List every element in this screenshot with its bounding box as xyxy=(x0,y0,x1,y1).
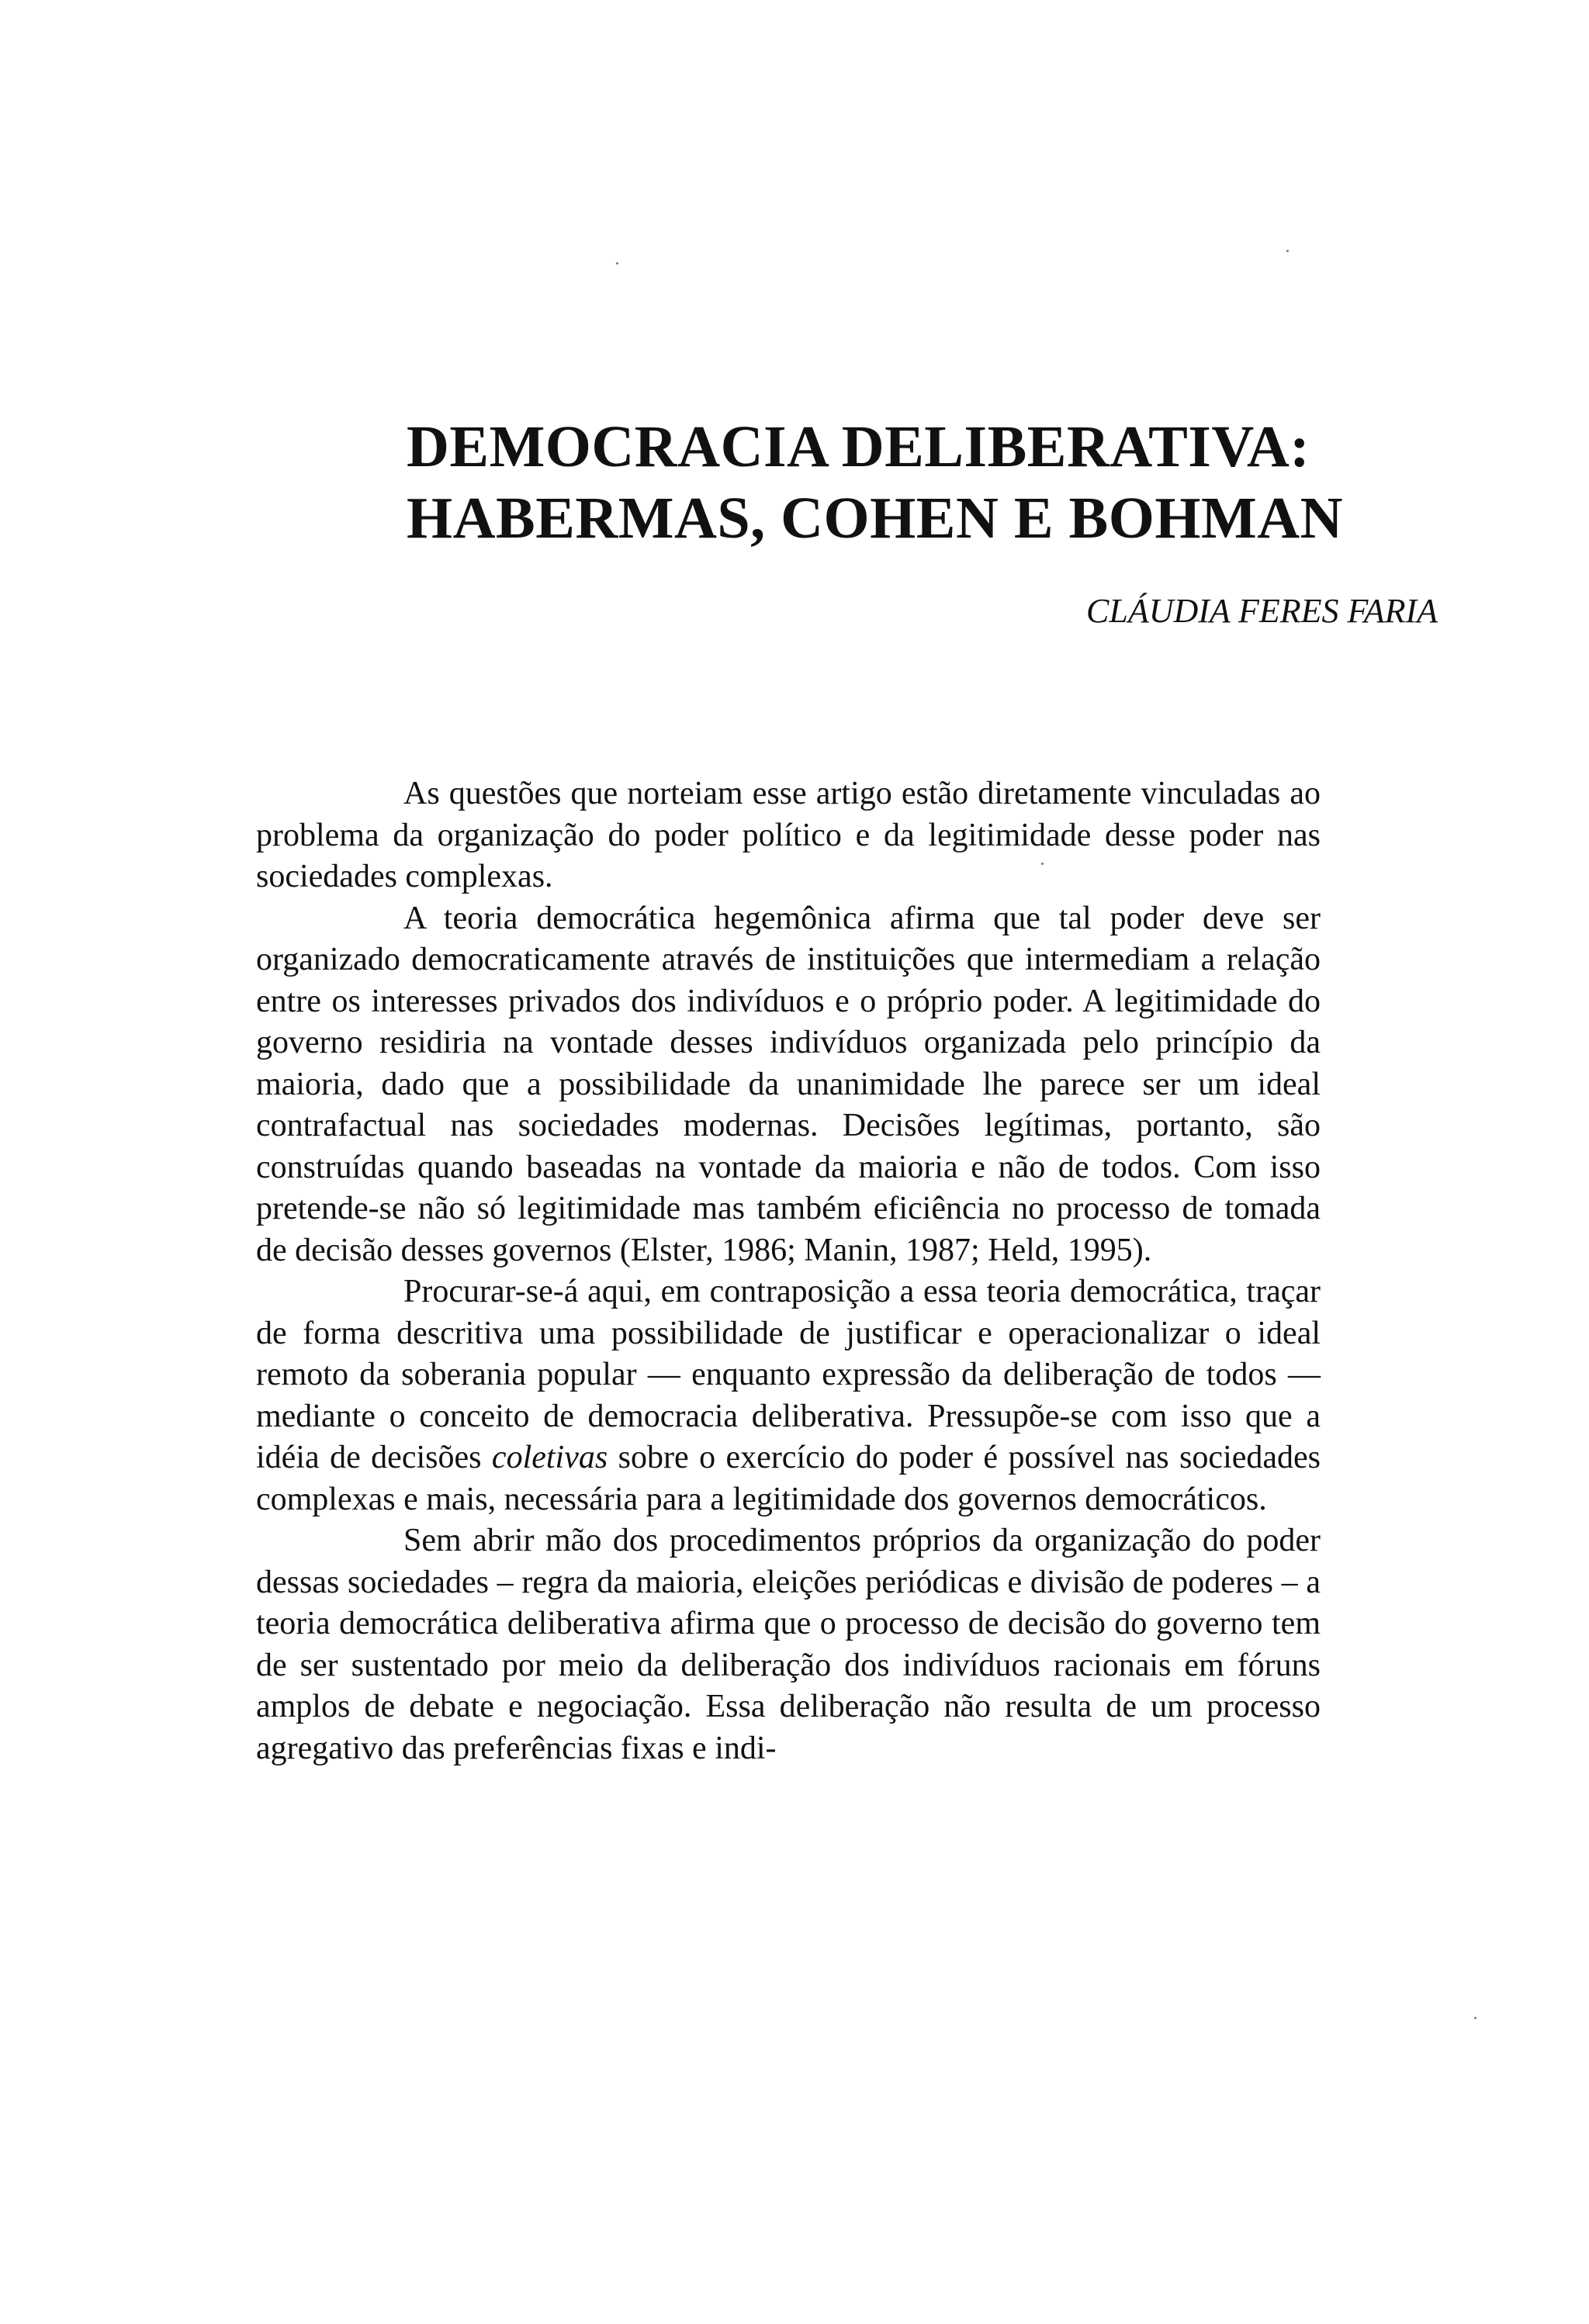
scan-speck xyxy=(1041,863,1044,865)
author-name: CLÁUDIA FERES FARIA xyxy=(1086,592,1438,630)
paragraph-text: Procurar-se-á aqui, em contraposição a essa teoria democrática, traçar de forma descritiva uma possibilidade de justificar e operacionalizar o ideal remoto da soberania popular — enquanto expressão da deliberação de todos — mediante o conceito de democracia deliberativa. Pressupõe-se com isso que a idéia de decisões xyxy=(256,1274,1321,1475)
paragraph-text: A teoria democrática hegemônica afirma que tal poder deve ser organizado democraticamente através de instituições que intermediam a relação entre os interesses privados dos indivíduos e o próprio poder. A legitimidade do governo residiria na vontade desses indivíduos organizada pelo princípio da maioria, dado que a possibilidade da unanimidade lhe parece ser um ideal contrafactual nas sociedades modernas. Decisões legítimas, portanto, são construídas quando baseadas na vontade da maioria e não de todos. Com isso pretende-se não só legitimidade mas também eficiência no processo de tomada de decisão desses governos (Elster, 1986; Manin, 1987; Held, 1995). xyxy=(256,900,1321,1268)
body-paragraph xyxy=(256,1520,1321,1769)
paragraph-text: Sem abrir mão dos procedimentos próprios da organização do poder dessas sociedades – regra da maioria, eleições periódicas e divisão de poderes – a teoria democrática deliberativa afirma que o processo de decisão do governo tem de ser sustentado por meio da deliberação dos indivíduos racionais em fóruns amplos de debate e negociação. Essa deliberação não resulta de um processo agregativo das preferências fixas e indi- xyxy=(256,1523,1321,1766)
paragraph-text: sobre o exercício do poder é possível nas sociedades complexas e mais, necessária para a legitimidade dos governos democráticos. xyxy=(256,1440,1321,1517)
article-body xyxy=(256,773,1321,1769)
article-title-line-1: DEMOCRACIA DELIBERATIVA: xyxy=(407,414,1310,479)
scan-speck xyxy=(1474,2017,1476,2019)
paragraph-text: As questões que norteiam esse artigo estão diretamente vinculadas ao problema da organização do poder político e da legitimidade desse poder nas sociedades complexas. xyxy=(256,776,1321,894)
body-paragraph xyxy=(256,898,1321,1272)
body-paragraph xyxy=(256,1271,1321,1520)
body-paragraph xyxy=(256,773,1321,898)
article-title-line-2: HABERMAS, COHEN E BOHMAN xyxy=(407,486,1343,551)
article-title xyxy=(407,411,1343,554)
emphasized-text: coletivas xyxy=(491,1440,608,1475)
scan-speck xyxy=(1286,250,1289,252)
scan-speck xyxy=(616,262,618,265)
